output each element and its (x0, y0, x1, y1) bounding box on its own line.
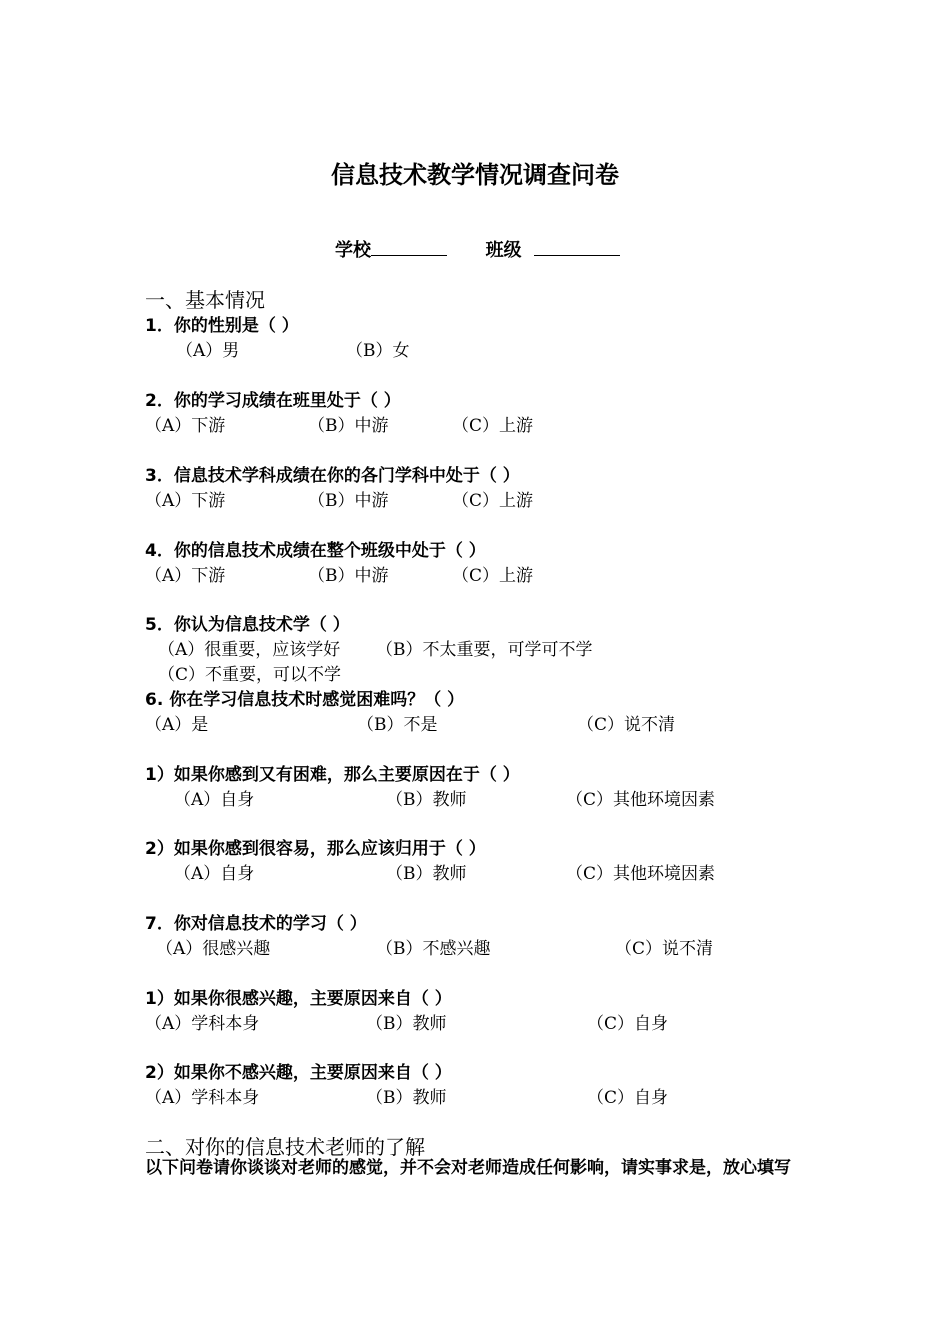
class-blank[interactable] (534, 237, 620, 256)
q6-1-option-b[interactable]: （B）教师 (386, 790, 467, 810)
q4-option-c[interactable]: （C）上游 (452, 566, 534, 586)
school-blank[interactable] (371, 237, 447, 256)
q6-2-option-c[interactable]: （C）其他环境因素 (566, 864, 716, 884)
question-7-2: 2）如果你不感兴趣，主要原因来自（ ） (145, 1063, 452, 1083)
page-title: 信息技术教学情况调查问卷 (331, 161, 619, 189)
q6-1-option-c[interactable]: （C）其他环境因素 (566, 790, 716, 810)
q2-option-c[interactable]: （C）上游 (452, 416, 534, 436)
school-class-line (335, 236, 620, 262)
q7-2-option-a[interactable]: （A）学科本身 (145, 1088, 260, 1108)
question-6: 6. 你在学习信息技术时感觉困难吗？（ ） (145, 690, 465, 710)
q7-option-c[interactable]: （C）说不清 (615, 939, 714, 959)
q6-2-option-a[interactable]: （A）自身 (174, 864, 255, 884)
question-7: 7．你对信息技术的学习（ ） (145, 914, 367, 934)
q7-1-option-b[interactable]: （B）教师 (366, 1014, 447, 1034)
q5-option-b[interactable]: （B）不太重要，可学可不学 (376, 640, 593, 660)
q7-option-b[interactable]: （B）不感兴趣 (376, 939, 491, 959)
q2-option-b[interactable]: （B）中游 (308, 416, 389, 436)
q6-2-option-b[interactable]: （B）教师 (386, 864, 467, 884)
q7-2-option-c[interactable]: （C）自身 (587, 1088, 669, 1108)
q2-option-a[interactable]: （A）下游 (145, 416, 226, 436)
question-7-1: 1）如果你很感兴趣，主要原因来自（ ） (145, 989, 452, 1009)
q4-option-b[interactable]: （B）中游 (308, 566, 389, 586)
question-2: 2．你的学习成绩在班里处于（ ） (145, 391, 401, 411)
q5-option-a[interactable]: （A）很重要，应该学好 (158, 640, 341, 660)
q1-option-a[interactable]: （A）男 (176, 341, 240, 361)
section-1-heading: 一、基本情况 (145, 288, 265, 312)
section-2-note: 以下问卷请你谈谈对老师的感觉，并不会对老师造成任何影响，请实事求是，放心填写 (145, 1158, 791, 1178)
q6-option-c[interactable]: （C）说不清 (577, 715, 676, 735)
question-6-2: 2）如果你感到很容易，那么应该归用于（ ） (145, 839, 486, 859)
q3-option-b[interactable]: （B）中游 (308, 491, 389, 511)
q6-option-b[interactable]: （B）不是 (357, 715, 438, 735)
q7-option-a[interactable]: （A）很感兴趣 (156, 939, 271, 959)
q7-1-option-c[interactable]: （C）自身 (587, 1014, 669, 1034)
q7-1-option-a[interactable]: （A）学科本身 (145, 1014, 260, 1034)
q5-option-c[interactable]: （C）不重要，可以不学 (158, 665, 342, 685)
q3-option-c[interactable]: （C）上游 (452, 491, 534, 511)
school-label: 学校 (335, 240, 371, 261)
question-4: 4．你的信息技术成绩在整个班级中处于（ ） (145, 541, 486, 561)
question-1: 1．你的性别是（ ） (145, 316, 299, 336)
question-5: 5．你认为信息技术学（ ） (145, 615, 350, 635)
question-6-1: 1）如果你感到又有困难，那么主要原因在于（ ） (145, 765, 520, 785)
q7-2-option-b[interactable]: （B）教师 (366, 1088, 447, 1108)
q1-option-b[interactable]: （B）女 (346, 341, 410, 361)
q4-option-a[interactable]: （A）下游 (145, 566, 226, 586)
q6-option-a[interactable]: （A）是 (145, 715, 209, 735)
q6-1-option-a[interactable]: （A）自身 (174, 790, 255, 810)
q3-option-a[interactable]: （A）下游 (145, 491, 226, 511)
question-3: 3．信息技术学科成绩在你的各门学科中处于（ ） (145, 466, 520, 486)
section-2-heading: 二、对你的信息技术老师的了解 (145, 1135, 425, 1159)
class-label: 班级 (485, 240, 522, 261)
